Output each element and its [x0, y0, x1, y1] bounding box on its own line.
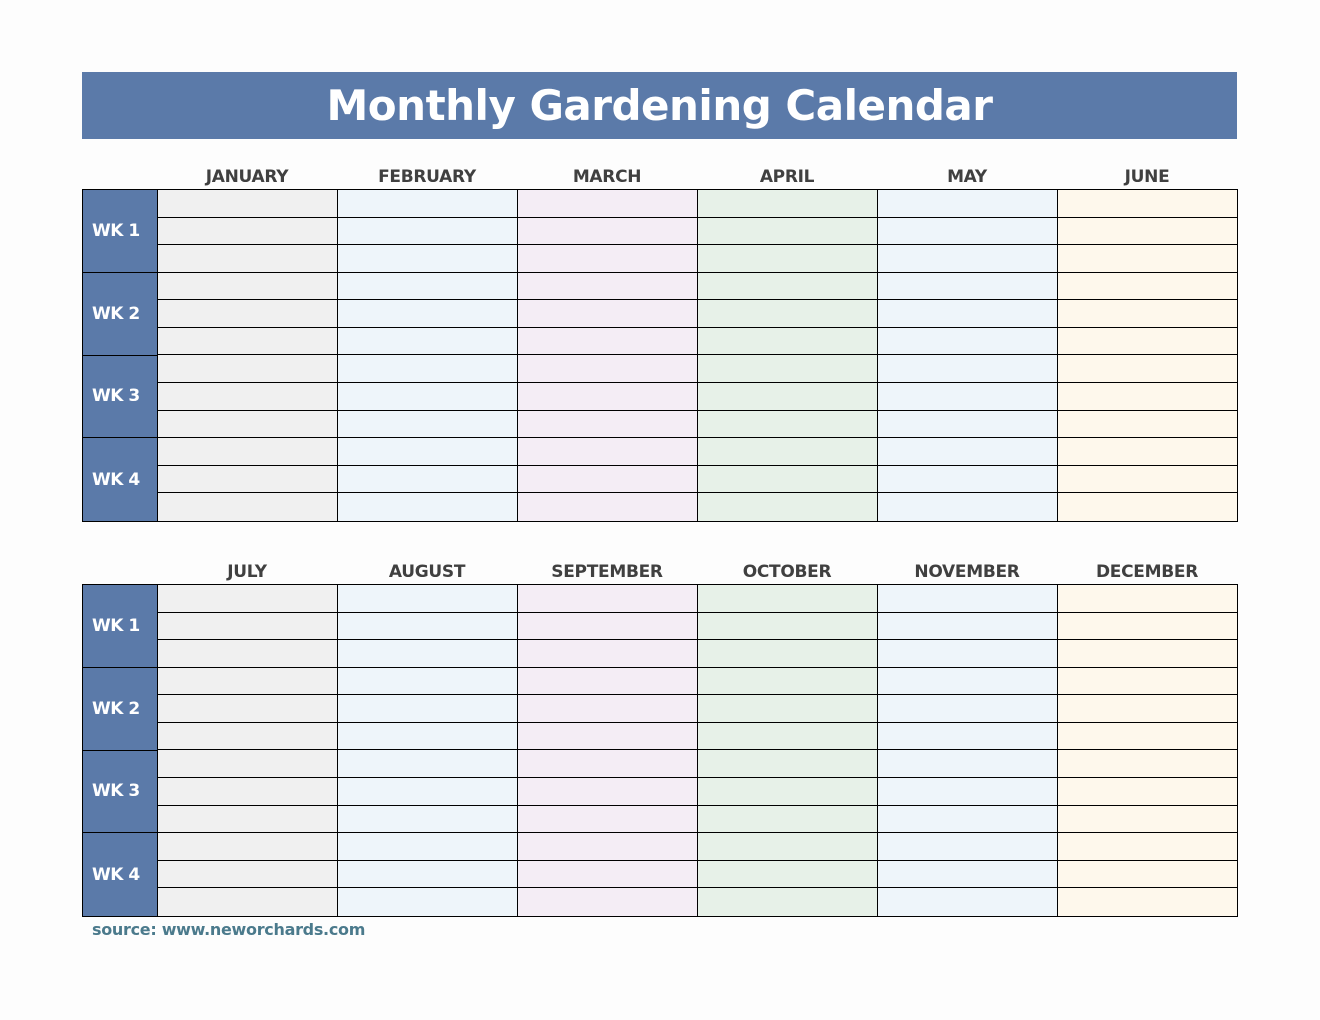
calendar-cell[interactable] [878, 493, 1057, 521]
month-column-july [157, 585, 337, 916]
calendar-cell[interactable] [158, 585, 337, 613]
calendar-cell[interactable] [698, 493, 877, 521]
month-header-december: DECEMBER [1096, 562, 1198, 582]
calendar-cell[interactable] [518, 411, 697, 439]
calendar-cell[interactable] [1058, 273, 1237, 301]
calendar-cell[interactable] [878, 383, 1057, 411]
calendar-cell[interactable] [158, 493, 337, 521]
calendar-cell[interactable] [158, 245, 337, 273]
calendar-cell[interactable] [878, 438, 1057, 466]
calendar-cell[interactable] [878, 640, 1057, 668]
calendar-cell[interactable] [878, 750, 1057, 778]
calendar-cell[interactable] [338, 833, 517, 861]
calendar-cell[interactable] [878, 328, 1057, 356]
calendar-cell[interactable] [698, 328, 877, 356]
calendar-cell[interactable] [698, 723, 877, 751]
calendar-cell[interactable] [1058, 438, 1237, 466]
header-spacer [82, 166, 157, 189]
calendar-cell[interactable] [338, 245, 517, 273]
calendar-cell[interactable] [698, 585, 877, 613]
calendar-cell[interactable] [878, 861, 1057, 889]
calendar-cell[interactable] [698, 438, 877, 466]
calendar-cell[interactable] [158, 355, 337, 383]
calendar-cell[interactable] [518, 218, 697, 246]
calendar-cell[interactable] [338, 750, 517, 778]
calendar-cell[interactable] [338, 640, 517, 668]
calendar-cell[interactable] [518, 493, 697, 521]
calendar-cell[interactable] [518, 273, 697, 301]
calendar-cell[interactable] [518, 723, 697, 751]
calendar-cell[interactable] [158, 300, 337, 328]
calendar-cell[interactable] [158, 411, 337, 439]
calendar-table-jul-dec [82, 561, 1238, 917]
week-label-1: WK 1 [83, 190, 157, 273]
calendar-cell[interactable] [878, 778, 1057, 806]
month-header-january: JANUARY [205, 167, 289, 187]
header-spacer [82, 561, 157, 584]
calendar-cell[interactable] [518, 190, 697, 218]
calendar-cell[interactable] [518, 750, 697, 778]
calendar-cell[interactable] [338, 806, 517, 834]
month-header-june: JUNE [1124, 167, 1170, 187]
month-header-row [82, 166, 1238, 189]
calendar-cell[interactable] [518, 778, 697, 806]
month-column-september [517, 585, 697, 916]
calendar-cell[interactable] [158, 695, 337, 723]
week-label-4: WK 4 [92, 469, 140, 490]
calendar-cell[interactable] [338, 613, 517, 641]
calendar-cell[interactable] [338, 355, 517, 383]
week-label-2: WK 2 [83, 668, 157, 751]
calendar-cell[interactable] [338, 383, 517, 411]
calendar-cell[interactable] [1058, 806, 1237, 834]
calendar-cell[interactable] [158, 383, 337, 411]
calendar-cell[interactable] [698, 750, 877, 778]
month-header-row [82, 561, 1238, 584]
calendar-cell[interactable] [158, 723, 337, 751]
calendar-cell[interactable] [878, 245, 1057, 273]
calendar-cell[interactable] [698, 466, 877, 494]
calendar-cell[interactable] [518, 438, 697, 466]
calendar-cell[interactable] [518, 383, 697, 411]
calendar-cell[interactable] [158, 190, 337, 218]
calendar-cell[interactable] [1058, 383, 1237, 411]
calendar-cell[interactable] [698, 245, 877, 273]
calendar-cell[interactable] [1058, 833, 1237, 861]
calendar-cell[interactable] [518, 245, 697, 273]
calendar-cell[interactable] [338, 888, 517, 916]
month-header-july: JULY [227, 562, 267, 582]
calendar-cell[interactable] [698, 695, 877, 723]
calendar-cell[interactable] [1058, 778, 1237, 806]
calendar-cell[interactable] [698, 668, 877, 696]
calendar-cell[interactable] [338, 300, 517, 328]
month-column-may [877, 190, 1057, 521]
title-banner [82, 72, 1237, 139]
calendar-cell[interactable] [698, 888, 877, 916]
calendar-cell[interactable] [518, 466, 697, 494]
calendar-cell[interactable] [518, 585, 697, 613]
calendar-cell[interactable] [698, 411, 877, 439]
calendar-cell[interactable] [698, 861, 877, 889]
calendar-cell[interactable] [1058, 723, 1237, 751]
calendar-cell[interactable] [338, 723, 517, 751]
calendar-cell[interactable] [878, 190, 1057, 218]
calendar-cell[interactable] [518, 355, 697, 383]
calendar-cell[interactable] [338, 411, 517, 439]
week-label-3: WK 3 [83, 751, 157, 834]
calendar-cell[interactable] [878, 466, 1057, 494]
calendar-cell[interactable] [158, 806, 337, 834]
calendar-cell[interactable] [158, 328, 337, 356]
month-header-october: OCTOBER [742, 562, 832, 582]
calendar-cell[interactable] [338, 695, 517, 723]
week-label-3: WK 3 [83, 356, 157, 439]
calendar-cell[interactable] [1058, 861, 1237, 889]
calendar-cell[interactable] [518, 833, 697, 861]
calendar-cell[interactable] [158, 833, 337, 861]
calendar-cell[interactable] [1058, 466, 1237, 494]
month-column-march [517, 190, 697, 521]
calendar-cell[interactable] [1058, 493, 1237, 521]
calendar-cell[interactable] [158, 668, 337, 696]
page-title: Monthly Gardening Calendar [326, 81, 993, 130]
calendar-cell[interactable] [158, 273, 337, 301]
calendar-cell[interactable] [158, 466, 337, 494]
calendar-cell[interactable] [1058, 218, 1237, 246]
calendar-cell[interactable] [338, 466, 517, 494]
calendar-cell[interactable] [158, 613, 337, 641]
month-column-november [877, 585, 1057, 916]
calendar-cell[interactable] [698, 190, 877, 218]
calendar-cell[interactable] [698, 218, 877, 246]
week-label-2: WK 2 [83, 273, 157, 356]
calendar-cell[interactable] [878, 300, 1057, 328]
week-label-4: WK 4 [92, 864, 140, 885]
calendar-cell[interactable] [878, 806, 1057, 834]
calendar-cell[interactable] [878, 723, 1057, 751]
calendar-cell[interactable] [518, 806, 697, 834]
calendar-cell[interactable] [1058, 613, 1237, 641]
calendar-cell[interactable] [338, 218, 517, 246]
calendar-cell[interactable] [1058, 411, 1237, 439]
calendar-cell[interactable] [338, 273, 517, 301]
month-header-august: AUGUST [388, 562, 466, 582]
calendar-cell[interactable] [878, 411, 1057, 439]
calendar-cell[interactable] [338, 328, 517, 356]
calendar-grid [82, 584, 1238, 917]
month-column-october [697, 585, 877, 916]
calendar-cell[interactable] [338, 585, 517, 613]
calendar-cell[interactable] [878, 585, 1057, 613]
week-label-1: WK 1 [83, 585, 157, 668]
calendar-cell[interactable] [878, 888, 1057, 916]
calendar-cell[interactable] [338, 190, 517, 218]
month-header-may: MAY [947, 167, 987, 187]
calendar-cell[interactable] [1058, 245, 1237, 273]
calendar-cell[interactable] [518, 640, 697, 668]
calendar-cell[interactable] [518, 300, 697, 328]
calendar-cell[interactable] [698, 383, 877, 411]
calendar-cell[interactable] [158, 778, 337, 806]
calendar-cell[interactable] [1058, 888, 1237, 916]
calendar-cell[interactable] [698, 778, 877, 806]
calendar-cell[interactable] [518, 888, 697, 916]
calendar-cell[interactable] [158, 218, 337, 246]
month-column-june [1057, 190, 1237, 521]
month-column-january [157, 190, 337, 521]
calendar-cell[interactable] [158, 438, 337, 466]
calendar-cell[interactable] [698, 613, 877, 641]
source-link[interactable]: source: www.neworchards.com [92, 920, 366, 939]
month-header-september: SEPTEMBER [551, 562, 663, 582]
calendar-cell[interactable] [158, 888, 337, 916]
calendar-cell[interactable] [1058, 300, 1237, 328]
calendar-cell[interactable] [1058, 190, 1237, 218]
calendar-cell[interactable] [698, 355, 877, 383]
calendar-cell[interactable] [158, 750, 337, 778]
calendar-cell[interactable] [338, 668, 517, 696]
calendar-cell[interactable] [518, 695, 697, 723]
calendar-cell[interactable] [518, 328, 697, 356]
calendar-cell[interactable] [1058, 355, 1237, 383]
calendar-cell[interactable] [338, 861, 517, 889]
calendar-cell[interactable] [878, 833, 1057, 861]
month-column-april [697, 190, 877, 521]
month-column-august [337, 585, 517, 916]
calendar-cell[interactable] [698, 640, 877, 668]
calendar-cell[interactable] [518, 861, 697, 889]
calendar-grid [82, 189, 1238, 522]
calendar-cell[interactable] [338, 438, 517, 466]
calendar-cell[interactable] [1058, 585, 1237, 613]
calendar-cell[interactable] [518, 668, 697, 696]
calendar-cell[interactable] [1058, 328, 1237, 356]
calendar-cell[interactable] [698, 300, 877, 328]
calendar-cell[interactable] [1058, 640, 1237, 668]
calendar-cell[interactable] [878, 695, 1057, 723]
week-label-column [83, 190, 157, 521]
month-header-april: APRIL [759, 167, 815, 187]
calendar-cell[interactable] [1058, 750, 1237, 778]
week-label-column [83, 585, 157, 916]
calendar-cell[interactable] [878, 668, 1057, 696]
calendar-cell[interactable] [878, 613, 1057, 641]
calendar-cell[interactable] [158, 861, 337, 889]
calendar-table-jan-jun [82, 166, 1238, 522]
calendar-cell[interactable] [1058, 695, 1237, 723]
calendar-cell[interactable] [698, 273, 877, 301]
calendar-cell[interactable] [518, 613, 697, 641]
calendar-cell[interactable] [698, 806, 877, 834]
calendar-cell[interactable] [698, 833, 877, 861]
month-column-december [1057, 585, 1237, 916]
calendar-cell[interactable] [878, 218, 1057, 246]
calendar-cell[interactable] [338, 493, 517, 521]
month-column-february [337, 190, 517, 521]
month-header-november: NOVEMBER [914, 562, 1020, 582]
calendar-cell[interactable] [338, 778, 517, 806]
month-header-march: MARCH [572, 167, 642, 187]
calendar-cell[interactable] [158, 640, 337, 668]
calendar-cell[interactable] [878, 273, 1057, 301]
calendar-cell[interactable] [878, 355, 1057, 383]
calendar-cell[interactable] [1058, 668, 1237, 696]
month-header-february: FEBRUARY [378, 167, 476, 187]
